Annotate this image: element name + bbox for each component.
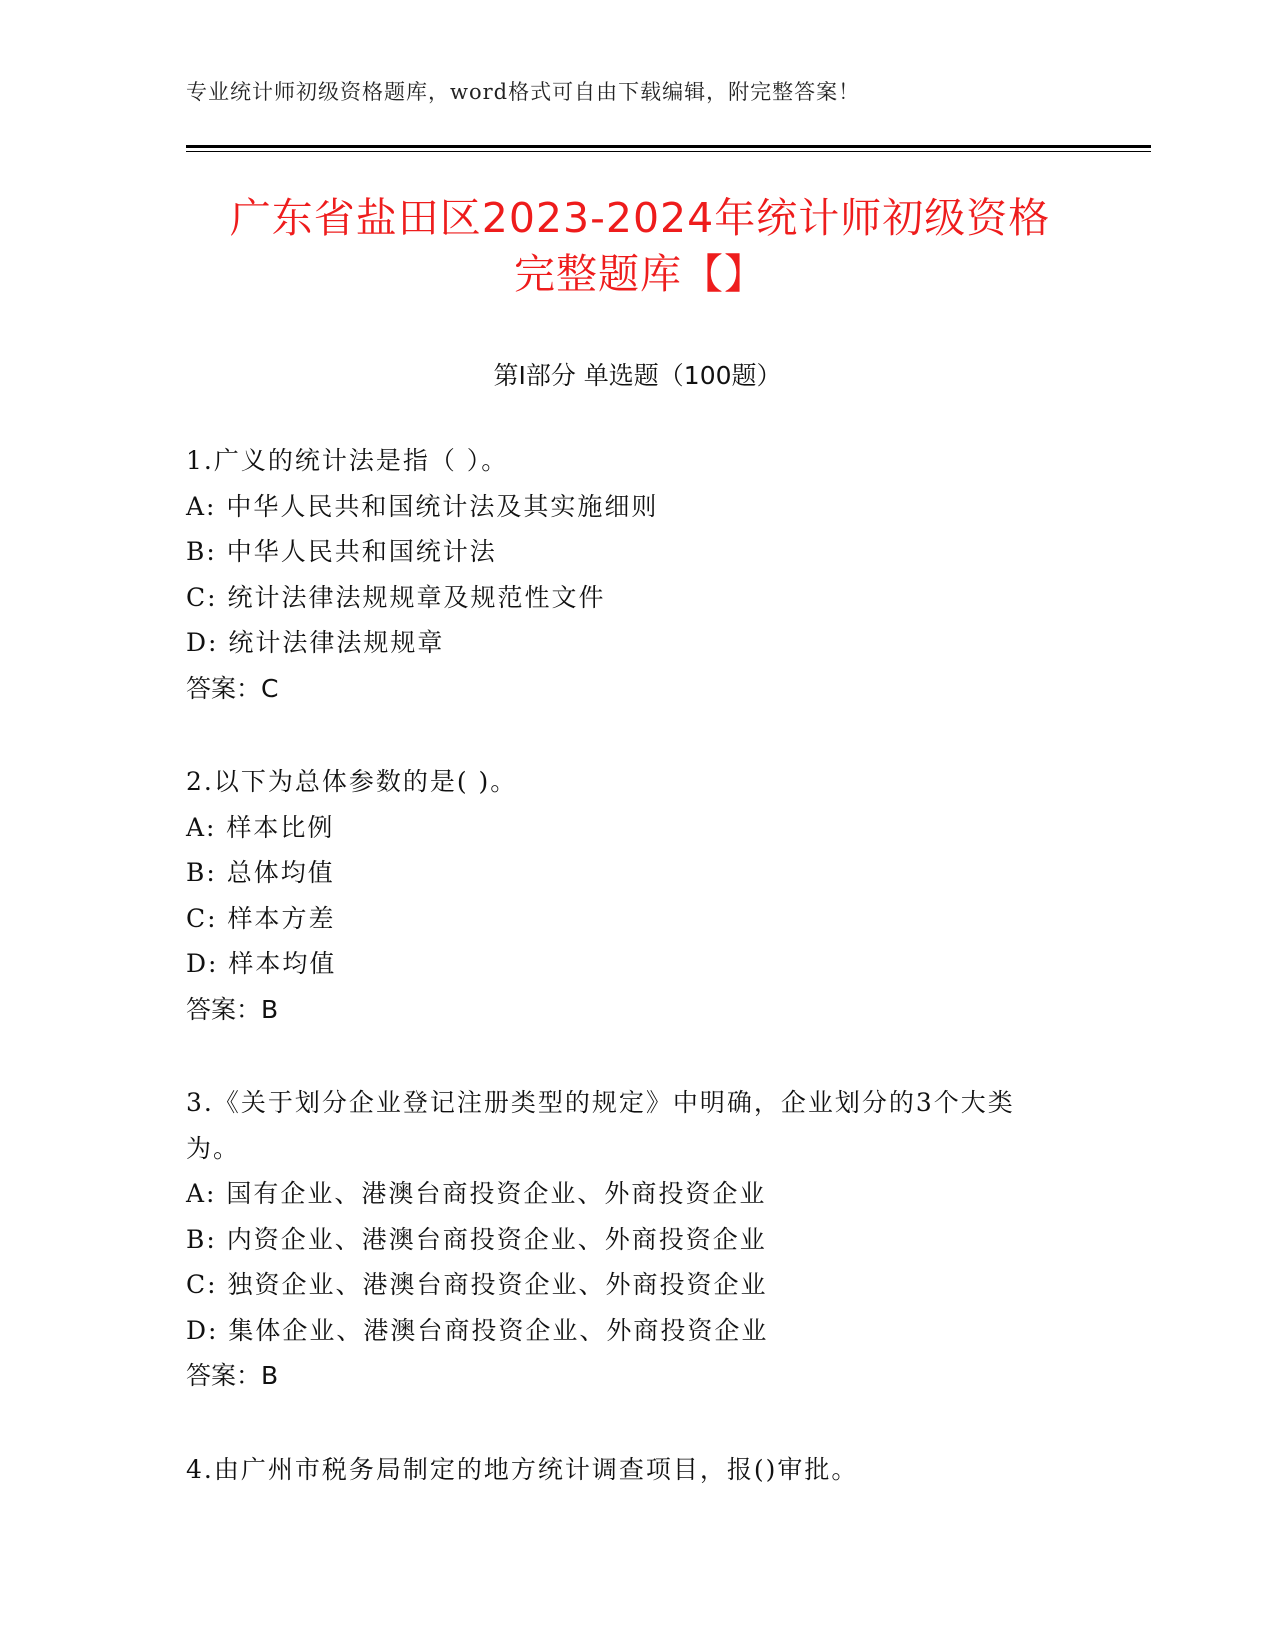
option-a: A: 样本比例 [186,812,335,842]
option-d: D: 集体企业、港澳台商投资企业、外商投资企业 [186,1315,769,1345]
question-2 [186,759,1086,1032]
option-c: C: 独资企业、港澳台商投资企业、外商投资企业 [186,1270,768,1299]
header-note: 专业统计师初级资格题库，word格式可自由下载编辑，附完整答案！ [186,80,861,104]
option-c: C: 统计法律法规规章及规范性文件 [186,582,606,612]
answer-line: 答案：B [186,994,279,1024]
question-stem: 2.以下为总体参数的是( )。 [186,767,518,796]
question-4 [186,1447,1086,1493]
option-c: C: 样本方差 [186,903,336,933]
header-rule-thick [186,145,1151,148]
document-title-line2: 完整题库【】 [514,250,766,298]
answer-line: 答案：B [186,1361,279,1390]
question-stem: 1.广义的统计法是指（ ）。 [186,446,509,475]
document-title-line1: 广东省盐田区2023-2024年统计师初级资格 [229,194,1051,242]
option-b: B: 内资企业、港澳台商投资企业、外商投资企业 [186,1224,767,1254]
option-a: A: 中华人民共和国统计法及其实施细则 [186,491,659,521]
question-list [186,438,1086,1540]
section-heading: 第I部分 单选题（100题） [493,361,782,390]
answer-line: 答案：C [186,673,279,703]
option-a: A: 国有企业、港澳台商投资企业、外商投资企业 [186,1179,767,1208]
question-stem: 3.《关于划分企业登记注册类型的规定》中明确，企业划分的3个大类为。 [186,1088,1015,1163]
question-stem: 4.由广州市税务局制定的地方统计调查项目，报()审批。 [186,1454,859,1484]
document-title [140,190,1140,302]
question-1 [186,438,1086,711]
header-rule-thin [186,151,1151,152]
option-d: D: 样本均值 [186,949,337,978]
option-b: B: 中华人民共和国统计法 [186,537,497,566]
option-d: D: 统计法律法规规章 [186,628,445,657]
option-b: B: 总体均值 [186,858,335,887]
question-3 [186,1080,1086,1399]
